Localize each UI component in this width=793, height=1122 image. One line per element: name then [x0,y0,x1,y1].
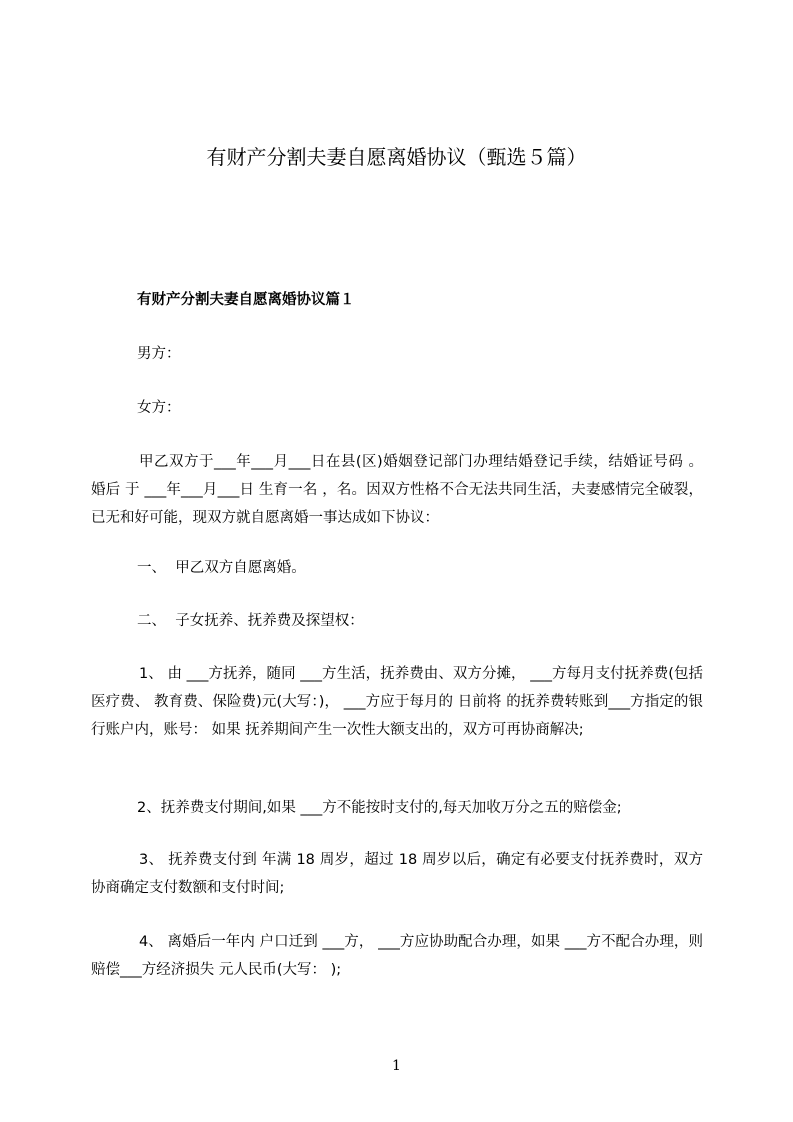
page-number: 1 [392,1058,401,1074]
section-heading: 有财产分割夫妻自愿离婚协议篇１ [137,292,355,308]
clause-1: 一、 甲乙双方自愿离婚。 [137,560,306,576]
intro-paragraph: 甲乙双方于___年___月___日在县(区)婚姻登记部门办理结婚登记手续，结婚证号码 。 婚后 于 ___年___月___日 生育一名 ，名。因双方性格不合无法共同生活，夫妻感情完全破裂，已无和好可能，现双方就自愿离婚一事达成如下协议： [91,454,703,526]
item-3: 3、 抚养费支付到 年满 18 周岁，超过 18 周岁以后，确定有必要支付抚养费时，双方协商确定支付数额和支付时间; [91,852,703,896]
item-4: 4、 离婚后一年内 户口迁到 ___方， ___方应协助配合办理，如果 ___方不配合办理，则赔偿___方经济损失 元人民币(大写： ); [91,934,703,978]
item-2: 2、抚养费支付期间,如果 ___方不能按时支付的,每天加收万分之五的赔偿金; [137,800,622,816]
male-party-label: 男方： [137,346,181,362]
clause-2: 二、 子女抚养、抚养费及探望权： [137,613,364,629]
item-1: 1、 由 ___方抚养，随同 ___方生活，抚养费由、双方分摊， ___方每月支付抚养费(包括医疗费、 教育费、保险费)元(大写：)， ___方应于每月的 日前将 的抚养费转账到___方指定的银行账户内，账号： 如果 抚养期间产生一次性大额支出的，双方可再协商解决; [91,666,703,738]
document-title: 有财产分割夫妻自愿离婚协议（甄选５篇） [206,145,587,169]
female-party-label: 女方： [137,400,181,416]
